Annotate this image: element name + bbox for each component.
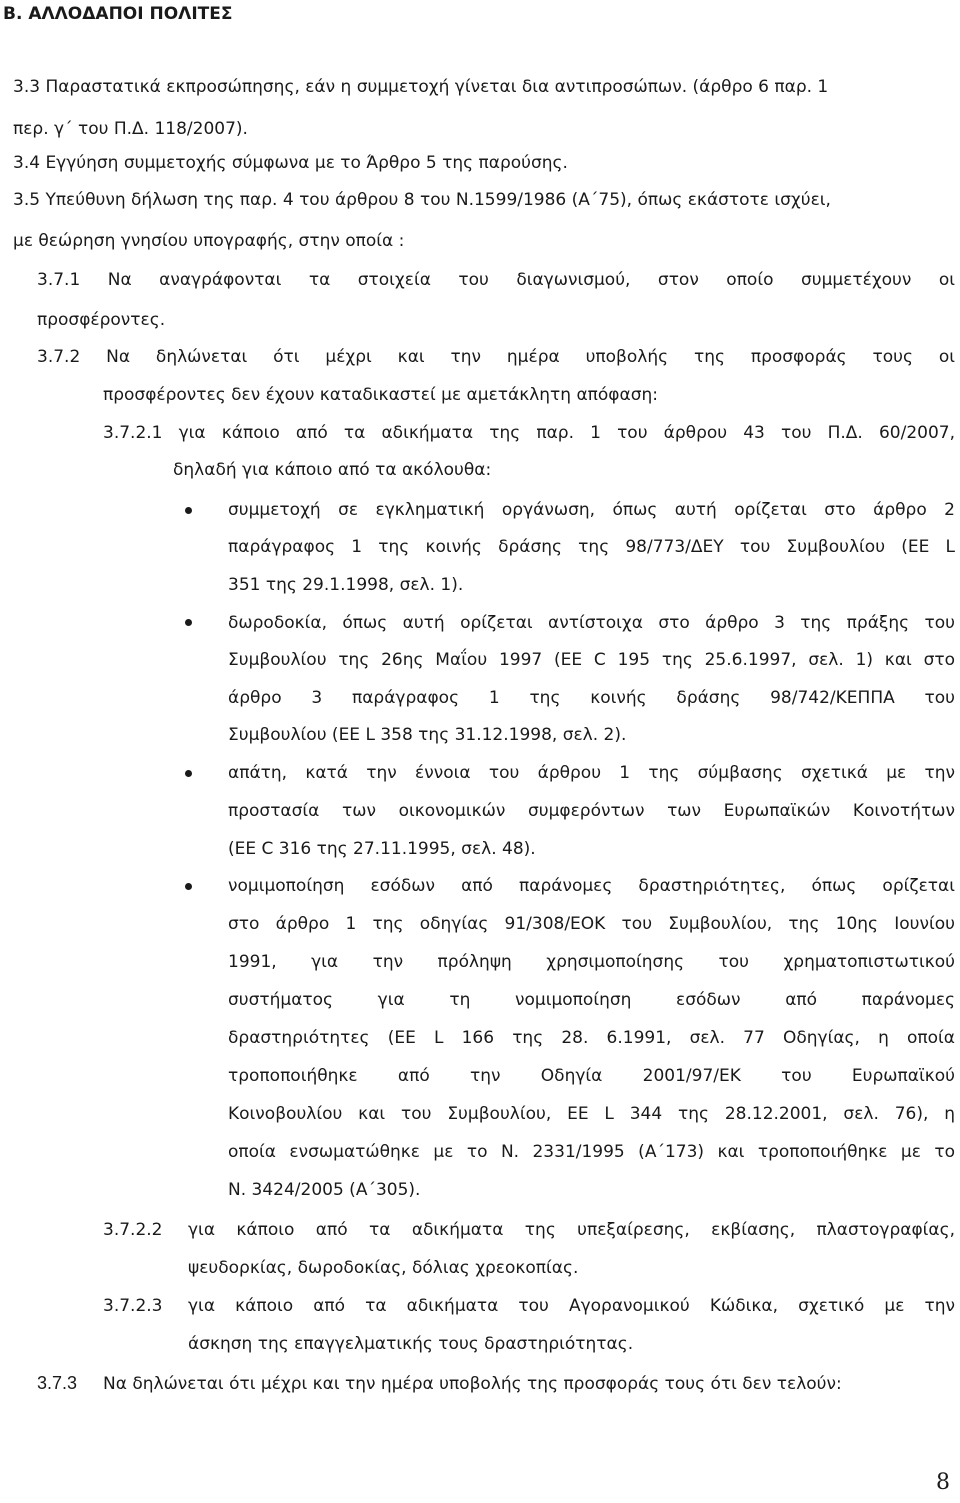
bullet-2-line-2: Συμβουλίου της 26ης Μαΐου 1997 (ΕΕ C 195 της 25.6.1997, σελ. 1) και στο: [228, 650, 955, 670]
item-3-7-2-1-line-2: δηλαδή για κάποιο από τα ακόλουθα:: [173, 460, 492, 480]
bullet-4-line-1: νομιμοποίηση εσόδων από παράνομες δραστηριότητες, όπως ορίζεται: [228, 876, 955, 896]
item-3-4: 3.4 Εγγύηση συμμετοχής σύμφωνα με το Άρθρο 5 της παρούσης.: [13, 153, 568, 173]
bullet-icon: [185, 770, 192, 777]
bullet-icon: [185, 507, 192, 514]
item-3-3-line-2: περ. γ΄ του Π.Δ. 118/2007).: [13, 119, 248, 139]
bullet-1-line-1: συμμετοχή σε εγκληματική οργάνωση, όπως αυτή ορίζεται στο άρθρο 2: [228, 500, 955, 520]
bullet-1-line-3: 351 της 29.1.1998, σελ. 1).: [228, 575, 464, 595]
item-number-3-7-2-3: 3.7.2.3: [103, 1296, 163, 1316]
item-3-7-2-2-line-1: για κάποιο από τα αδικήματα της υπεξαίρεσης, εκβίασης, πλαστογραφίας,: [188, 1220, 955, 1240]
bullet-4-line-8: οποία ενσωματώθηκε με το Ν. 2331/1995 (Α΄173) και τροποποιήθηκε με το: [228, 1142, 955, 1162]
bullet-4-line-3: 1991, για την πρόληψη χρησιμοποίησης του χρηματοπιστωτικού: [228, 952, 955, 972]
bullet-4-line-4: συστήματος για τη νομιμοποίηση εσόδων από παράνομες: [228, 990, 955, 1010]
bullet-1-line-2: παράγραφος 1 της κοινής δράσης της 98/773/ΔΕΥ του Συμβουλίου (ΕΕ L: [228, 537, 955, 557]
bullet-2-line-3: άρθρο 3 παράγραφος 1 της κοινής δράσης 98/742/ΚΕΠΠΑ του: [228, 688, 955, 708]
item-3-7-1-line-2: προσφέροντες.: [37, 310, 166, 330]
bullet-icon: [185, 619, 192, 626]
page-number: 8: [936, 1470, 950, 1495]
item-3-3-line-1: 3.3 Παραστατικά εκπροσώπησης, εάν η συμμετοχή γίνεται δια αντιπροσώπων. (άρθρο 6 παρ. 1: [13, 77, 829, 97]
bullet-4-line-7: Κοινοβουλίου και του Συμβουλίου, ΕΕ L 344 της 28.12.2001, σελ. 76), η: [228, 1104, 955, 1124]
item-3-7-2-3-line-1: για κάποιο από τα αδικήματα του Αγορανομικού Κώδικα, σχετικό με την: [188, 1296, 955, 1316]
bullet-3-line-3: (ΕΕ C 316 της 27.11.1995, σελ. 48).: [228, 839, 536, 859]
item-3-7-1-line-1: 3.7.1 Να αναγράφονται τα στοιχεία του διαγωνισμού, στον οποίο συμμετέχουν οι: [37, 270, 955, 290]
item-number-3-7-2-2: 3.7.2.2: [103, 1220, 163, 1240]
item-3-7-3-line-1: Να δηλώνεται ότι μέχρι και την ημέρα υποβολής της προσφοράς τους ότι δεν τελούν:: [103, 1374, 842, 1394]
bullet-icon: [185, 883, 192, 890]
item-3-7-2-3-line-2: άσκηση της επαγγελματικής τους δραστηριότητας.: [188, 1334, 634, 1354]
item-3-7-2-line-2: προσφέροντες δεν έχουν καταδικαστεί με αμετάκλητη απόφαση:: [103, 385, 658, 405]
bullet-4-line-5: δραστηριότητες (ΕΕ L 166 της 28. 6.1991, σελ. 77 Οδηγίας, η οποία: [228, 1028, 955, 1048]
bullet-4-line-6: τροποποιήθηκε από την Οδηγία 2001/97/ΕΚ του Ευρωπαϊκού: [228, 1066, 955, 1086]
item-3-5-line-1: 3.5 Υπεύθυνη δήλωση της παρ. 4 του άρθρου 8 του Ν.1599/1986 (Α΄75), όπως εκάστοτε ισχύει,: [13, 190, 831, 210]
item-3-5-line-2: με θεώρηση γνησίου υπογραφής, στην οποία :: [13, 231, 405, 251]
bullet-3-line-1: απάτη, κατά την έννοια του άρθρου 1 της σύμβασης σχετικά με την: [228, 763, 955, 783]
item-3-7-2-1-line-1: 3.7.2.1 για κάποιο από τα αδικήματα της παρ. 1 του άρθρου 43 του Π.Δ. 60/2007,: [103, 423, 955, 443]
bullet-2-line-4: Συμβουλίου (ΕΕ L 358 της 31.12.1998, σελ. 2).: [228, 725, 627, 745]
bullet-4-line-2: στο άρθρο 1 της οδηγίας 91/308/ΕΟΚ του Συμβουλίου, της 10ης Ιουνίου: [228, 914, 955, 934]
bullet-2-line-1: δωροδοκία, όπως αυτή ορίζεται αντίστοιχα στο άρθρο 3 της πράξης του: [228, 613, 955, 633]
section-heading: Β. ΑΛΛΟΔΑΠΟΙ ΠΟΛΙΤΕΣ: [3, 4, 233, 24]
item-3-7-2-2-line-2: ψευδορκίας, δωροδοκίας, δόλιας χρεοκοπίας.: [188, 1258, 579, 1278]
item-number-3-7-3: 3.7.3: [37, 1373, 78, 1393]
bullet-4-line-9: Ν. 3424/2005 (Α΄305).: [228, 1180, 421, 1200]
bullet-3-line-2: προστασία των οικονομικών συμφερόντων των Ευρωπαϊκών Κοινοτήτων: [228, 801, 955, 821]
item-3-7-2-line-1: 3.7.2 Να δηλώνεται ότι μέχρι και την ημέρα υποβολής της προσφοράς τους οι: [37, 347, 955, 367]
